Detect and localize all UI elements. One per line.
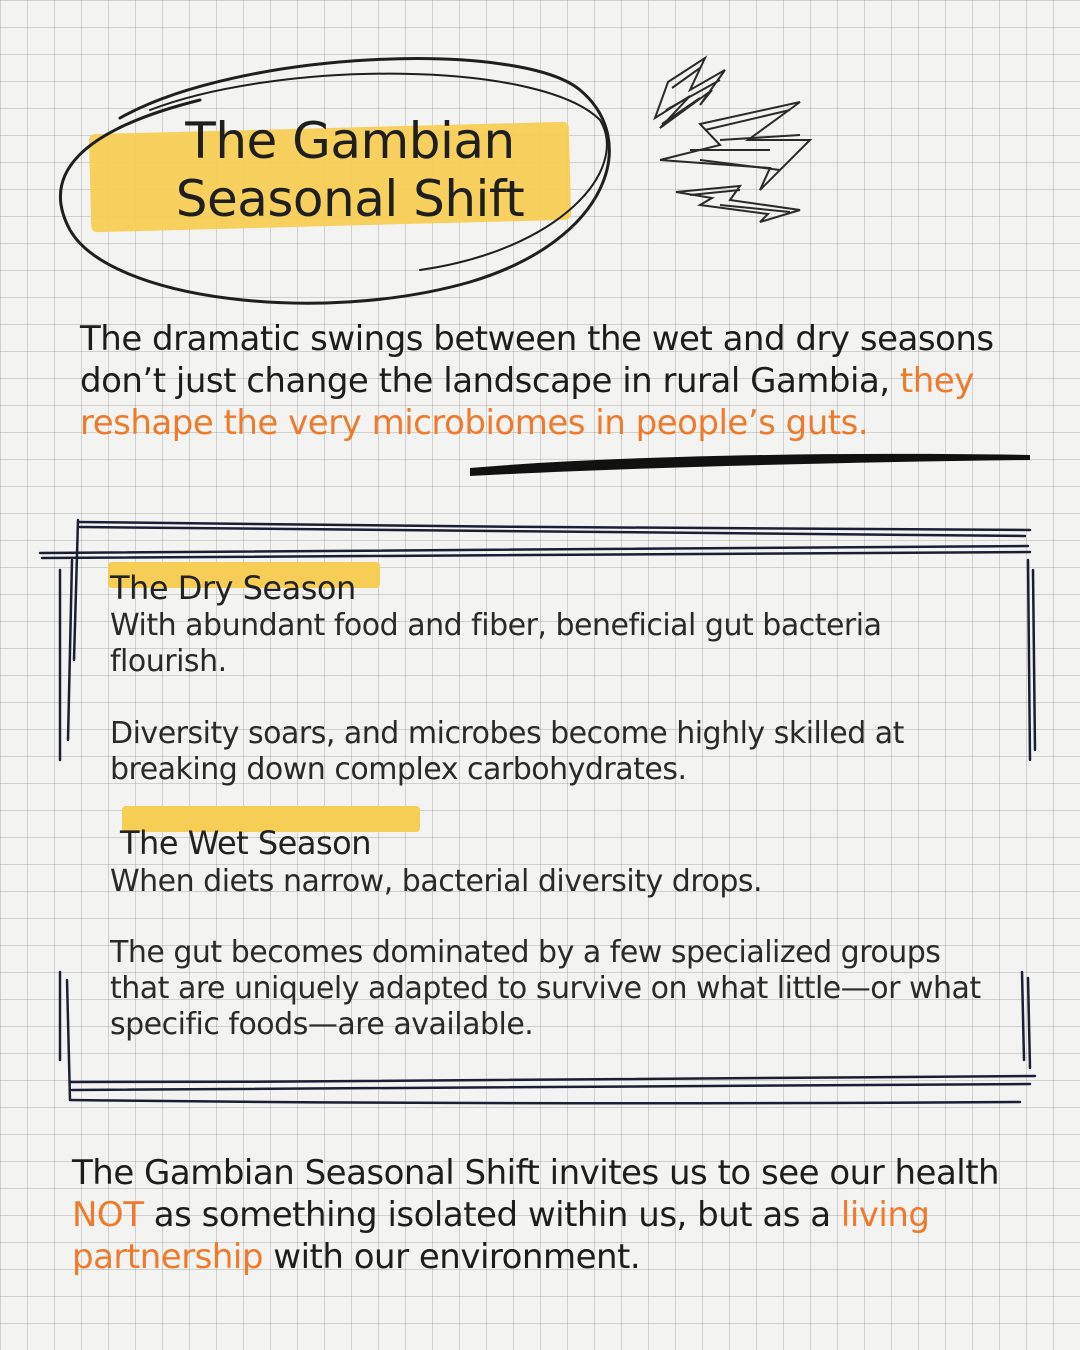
intro-emphasis: they reshape the very microbiomes in people’s guts. [80,361,974,443]
wet-season-title: The Wet Season [120,824,371,862]
intro-text: The dramatic swings between the wet and dry seasons don’t just change the landscape in rural Gambia, [80,319,994,401]
lightning-bolt-icon [660,102,810,190]
dry-season-paragraph-2: Diversity soars, and microbes become highly skilled at breaking down complex carbohydrates. [110,716,904,787]
wet-season-paragraph-2: The gut becomes dominated by a few specialized groups that are uniquely adapted to survive on what little—or what specific foods—are available. [110,935,981,1042]
closing-text-3: with our environment. [262,1237,641,1277]
closing-emphasis: living partnership [72,1195,930,1277]
closing-paragraph [72,1152,1032,1278]
intro-underline [470,454,1030,476]
lightning-bolt-icon [655,58,725,128]
closing-text-2: as something isolated within us, but as a [143,1195,841,1235]
dry-season-title: The Dry Season [110,569,356,607]
closing-text-1: The Gambian Seasonal Shift invites us to see our health [72,1153,1000,1193]
title-line-1: The Gambian [185,112,515,170]
title-line-2: Seasonal Shift [175,170,525,228]
page-title [140,112,560,228]
wet-season-paragraph-1: When diets narrow, bacterial diversity drops. [110,864,763,899]
intro-paragraph [80,318,1030,444]
dry-season-paragraph-1: With abundant food and fiber, beneficial gut bacteria flourish. [110,608,882,679]
lightning-bolt-icon [676,186,800,222]
closing-not: NOT [72,1195,144,1235]
